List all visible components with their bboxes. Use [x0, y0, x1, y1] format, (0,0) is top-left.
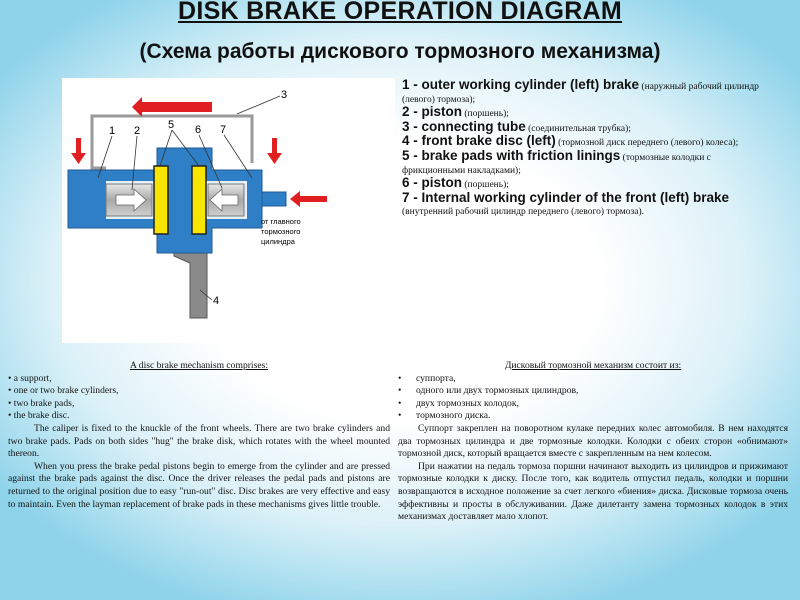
legend [402, 79, 762, 219]
inlet-label-line-2: тормозного [261, 227, 301, 236]
inlet-fitting [262, 192, 286, 206]
english-paragraph: When you press the brake pedal pistons begin to emerge from the cylinder and are pressed against the brake pads against the disc. Once the driver releases the pedal pads and pistons are returned to the original position due to easy "run-out" disc. Disc brakes are very effective and easy to maintain. Even the layman replacement of brake pads in these mechanisms gives little trouble. [8, 460, 390, 510]
legend-item: 4 - front brake disc (left) (тормозной диск переднего (левого) колеса); [402, 133, 739, 149]
russian-heading: Дисковый тормозной механизм состоит из: [504, 360, 682, 371]
english-description [8, 360, 390, 511]
legend-item: 7 - Internal working cylinder of the front (left) brake (внутренний рабочий цилиндр переднего (левого) тормоза). [402, 189, 730, 218]
list-item: • тормозного диска. [398, 410, 788, 423]
english-heading: A disc brake mechanism comprises: [129, 360, 268, 371]
callout-3: 3 [281, 89, 288, 101]
callout-4: 4 [213, 295, 220, 307]
callout-6: 6 [195, 124, 202, 136]
legend-item: 1 - outer working cylinder (left) brake (наружный рабочий цилиндр (левого) тормоза); [402, 77, 759, 105]
list-item: • одного или двух тормозных цилиндров, [398, 385, 788, 398]
flow-arrow-top [132, 97, 212, 117]
russian-description [398, 360, 788, 524]
legend-item: 3 - connecting tube (соединительная трубка); [402, 118, 631, 134]
page-subtitle: (Схема работы дискового тормозного механизма) [139, 40, 661, 63]
russian-paragraph: При нажатии на педаль тормоза поршни начинают выходить из цилиндров и прижимают тормозные колодки к диску. После того, как водитель отпустил педаль, колодки и поршни возвращаются в исходное положение за счет легкого «биения» диска. Дисковые тормоза очень эффективны и просты в обслуживании. Даже дилетанту замена тормозных колодок в этих механизмах доставляет мало хлопот. [398, 460, 788, 523]
english-component-list [8, 373, 390, 423]
inlet-label-line-3: цилиндра [261, 237, 295, 246]
list-item: • суппорта, [398, 373, 788, 386]
list-item: • one or two brake cylinders, [8, 385, 390, 398]
list-item: • a support, [8, 373, 390, 386]
right-brake-pad [192, 166, 206, 234]
inlet-arrow [290, 191, 327, 207]
inlet-label-line-1: от главного [261, 217, 301, 226]
list-item: • two brake pads, [8, 398, 390, 411]
russian-paragraph: Суппорт закреплен на поворотном кулаке передних колес автомобиля. В нем находятся два тормозных цилиндра и две тормозные колодки. Колодки с обеих сторон «обнимают» тормозной диск, который вращается вместе с закрепленным на нем колесом. [398, 422, 788, 460]
list-item: • the brake disc. [8, 410, 390, 423]
callout-7: 7 [220, 124, 227, 136]
left-brake-pad [154, 166, 168, 234]
list-item: • двух тормозных колодок, [398, 398, 788, 411]
brake-diagram-svg [62, 78, 395, 343]
brake-diagram [62, 78, 395, 343]
english-paragraph: The caliper is fixed to the knuckle of the front wheels. There are two brake cylinders and two brake pads. Pads on both sides "hug" the brake disk, which rotates with the wheel mounted thereon. [8, 422, 390, 460]
legend-item: 5 - brake pads with friction linings (тормозные колодки с фрикционными накладками); [402, 147, 711, 176]
callout-1: 1 [109, 125, 116, 137]
pressure-arrow-left [71, 138, 86, 164]
legend-item: 6 - piston (поршень); [402, 175, 509, 191]
callout-5: 5 [168, 119, 175, 131]
russian-component-list [398, 373, 788, 423]
callout-2: 2 [134, 125, 141, 137]
legend-item: 2 - piston (поршень); [402, 104, 509, 120]
page-title: DISK BRAKE OPERATION DIAGRAM [177, 0, 623, 25]
pressure-arrow-right [267, 138, 282, 164]
